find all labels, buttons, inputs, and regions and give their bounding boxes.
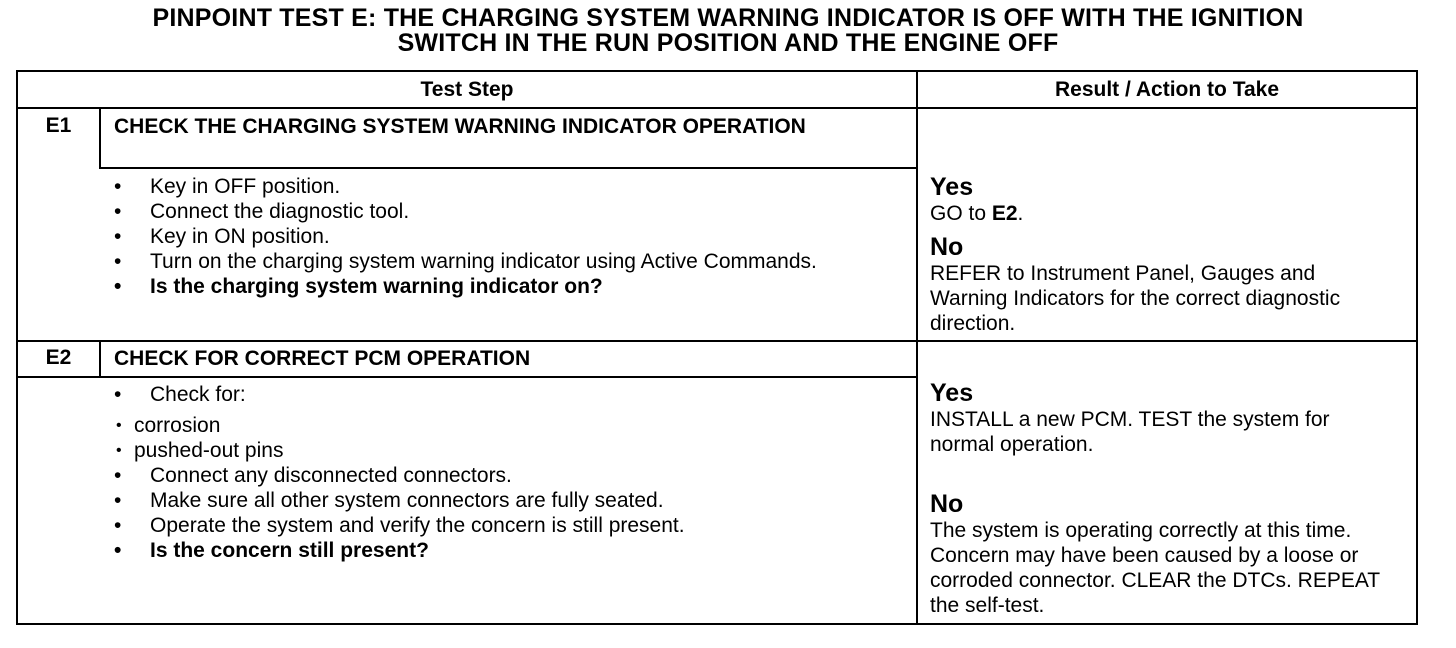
step-e1-instructions	[114, 174, 904, 299]
list-item: • Turn on the charging system warning indicator using Active Commands.	[114, 249, 904, 274]
column-divider-step-id	[99, 108, 101, 168]
step-id-e2: E2	[45, 346, 72, 369]
no-label: No	[930, 233, 964, 261]
list-item: • Make sure all other system connectors are fully seated.	[114, 488, 904, 513]
goto-target-e2[interactable]: E2	[991, 202, 1018, 225]
list-item: • Connect the diagnostic tool.	[114, 199, 904, 224]
check-for-label: Check for:	[150, 383, 246, 406]
column-divider-step-id-2	[99, 341, 101, 378]
step-title-e1: CHECK THE CHARGING SYSTEM WARNING INDICATOR OPERATION	[114, 115, 806, 138]
list-item	[114, 382, 904, 463]
sub-list-item: • corrosion	[114, 413, 904, 438]
title-line-1: PINPOINT TEST E: THE CHARGING SYSTEM WARNING INDICATOR IS OFF WITH THE IGNITION	[152, 4, 1304, 32]
yes-action-end: .	[1017, 202, 1024, 225]
yes-action-text: GO to	[930, 202, 992, 225]
step-title-e2: CHECK FOR CORRECT PCM OPERATION	[114, 347, 531, 370]
step-e2-instructions	[114, 382, 904, 563]
yes-action	[930, 201, 1410, 226]
e2-title-divider	[18, 376, 916, 378]
title-line-2: SWITCH IN THE RUN POSITION AND THE ENGINE OFF	[397, 29, 1059, 57]
no-label: No	[930, 490, 964, 518]
page-title	[40, 6, 1416, 56]
list-item: • Key in OFF position.	[114, 174, 904, 199]
column-divider-result	[916, 72, 918, 623]
step-e2-question: • Is the concern still present?	[114, 538, 904, 563]
no-action: REFER to Instrument Panel, Gauges and Warning Indicators for the correct diagnostic direction.	[930, 262, 1341, 335]
header-test-step: Test Step	[420, 78, 514, 101]
yes-label: Yes	[930, 379, 974, 407]
result-e2	[930, 380, 1414, 618]
pinpoint-test-table	[16, 70, 1418, 625]
check-for-sublist	[114, 413, 904, 463]
yes-action: INSTALL a new PCM. TEST the system for normal operation.	[930, 408, 1330, 456]
list-item: • Operate the system and verify the concern is still present.	[114, 513, 904, 538]
list-item: • Connect any disconnected connectors.	[114, 463, 904, 488]
step-id-e1: E1	[45, 114, 72, 137]
result-e1	[930, 174, 1410, 336]
no-action: The system is operating correctly at this time. Concern may have been caused by a loose or corroded connector. CLEAR the DTCs. REPEAT the self-test.	[930, 519, 1380, 617]
sub-list-item: • pushed-out pins	[114, 438, 904, 463]
header-result: Result / Action to Take	[1054, 78, 1280, 101]
step-e1-question: • Is the charging system warning indicator on?	[114, 274, 904, 299]
e1-e2-divider	[18, 340, 1416, 342]
list-item: • Key in ON position.	[114, 224, 904, 249]
e1-title-divider	[99, 167, 916, 169]
yes-label: Yes	[930, 173, 974, 201]
